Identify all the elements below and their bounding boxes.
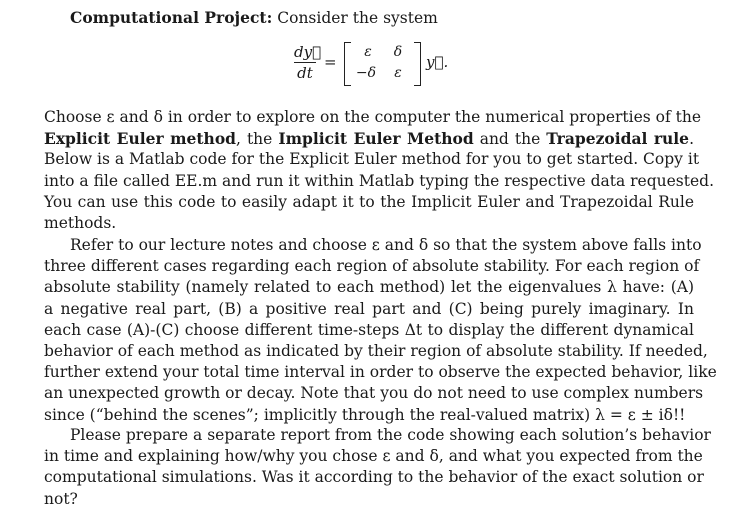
paragraph-line: in time and explaining how/why you chose ε and δ, and what you expected from the — [44, 447, 703, 466]
paragraph-line: Below is a Matlab code for the Explicit Euler method for you to get started. Copy it — [44, 150, 700, 169]
system-equation — [294, 40, 514, 86]
paragraph-line: not? — [44, 489, 78, 508]
matrix-cell-1-2: δ — [393, 44, 403, 60]
paragraph-line: an unexpected growth or decay. Note that you do not need to use complex numbers — [44, 384, 704, 403]
problem-heading — [70, 8, 438, 27]
paragraph-line: further extend your total time interval in order to observe the expected behavior, like — [44, 363, 717, 382]
matrix-left-bracket — [344, 42, 351, 86]
matrix-right-bracket — [414, 42, 421, 86]
paragraph-report — [44, 425, 711, 510]
text-fragment: , the — [236, 130, 279, 149]
fraction-numerator: dy⃗ — [294, 43, 322, 61]
paragraph-line: a negative real part, (B) a positive real part and (C) being purely imaginary. In — [44, 299, 694, 318]
state-vector: y⃗. — [426, 53, 449, 71]
text-fragment: and the — [473, 130, 547, 149]
fraction-bar — [294, 62, 316, 63]
matrix-cell-2-2: ε — [394, 65, 402, 81]
paragraph-line: absolute stability (namely related to each method) let the eigenvalues λ have: (A) — [44, 278, 694, 297]
paragraph-line: three different cases regarding each region of absolute stability. For each region of — [44, 257, 700, 276]
method-trapezoidal: Trapezoidal rule — [546, 129, 690, 149]
heading-text: Consider the system — [272, 9, 438, 27]
paragraph-line: each case (A)-(C) choose different time-steps Δt to display the different dynamical — [44, 320, 694, 339]
paragraph-line: computational simulations. Was it according to the behavior of the exact solution or — [44, 468, 704, 487]
derivative-fraction — [294, 43, 322, 82]
paragraph-line: into a file called EE.m and run it within Matlab typing the respective data requested. — [44, 171, 714, 190]
method-implicit-euler: Implicit Euler Method — [278, 129, 474, 149]
paragraph-line-methods — [44, 128, 694, 149]
matrix-cell-1-1: ε — [364, 44, 372, 60]
paragraph-line: You can use this code to easily adapt it to the Implicit Euler and Trapezoidal Rule — [44, 192, 694, 211]
paragraph-line: Choose ε and δ in order to explore on the computer the numerical properties of the — [44, 108, 702, 126]
paragraph-line: methods. — [44, 213, 117, 232]
fraction-denominator: dt — [297, 64, 313, 82]
paragraph-line: Please prepare a separate report from the code showing each solution’s behavior — [70, 426, 711, 444]
matrix-cell-2-1: −δ — [355, 65, 377, 81]
equals-sign: = — [324, 53, 337, 71]
paragraph-line: behavior of each method as indicated by their region of absolute stability. If needed, — [44, 341, 708, 360]
paragraph-stability-cases — [44, 235, 717, 426]
heading-label: Computational Project: — [70, 8, 273, 27]
method-explicit-euler: Explicit Euler method — [44, 129, 236, 149]
text-fragment: . — [689, 130, 694, 149]
paragraph-line: since (“behind the scenes”; implicitly through the real-valued matrix) λ = ε ± iδ!! — [44, 405, 686, 424]
paragraph-line: Refer to our lecture notes and choose ε and δ so that the system above falls into — [70, 236, 702, 254]
paragraph-instructions — [44, 107, 714, 234]
